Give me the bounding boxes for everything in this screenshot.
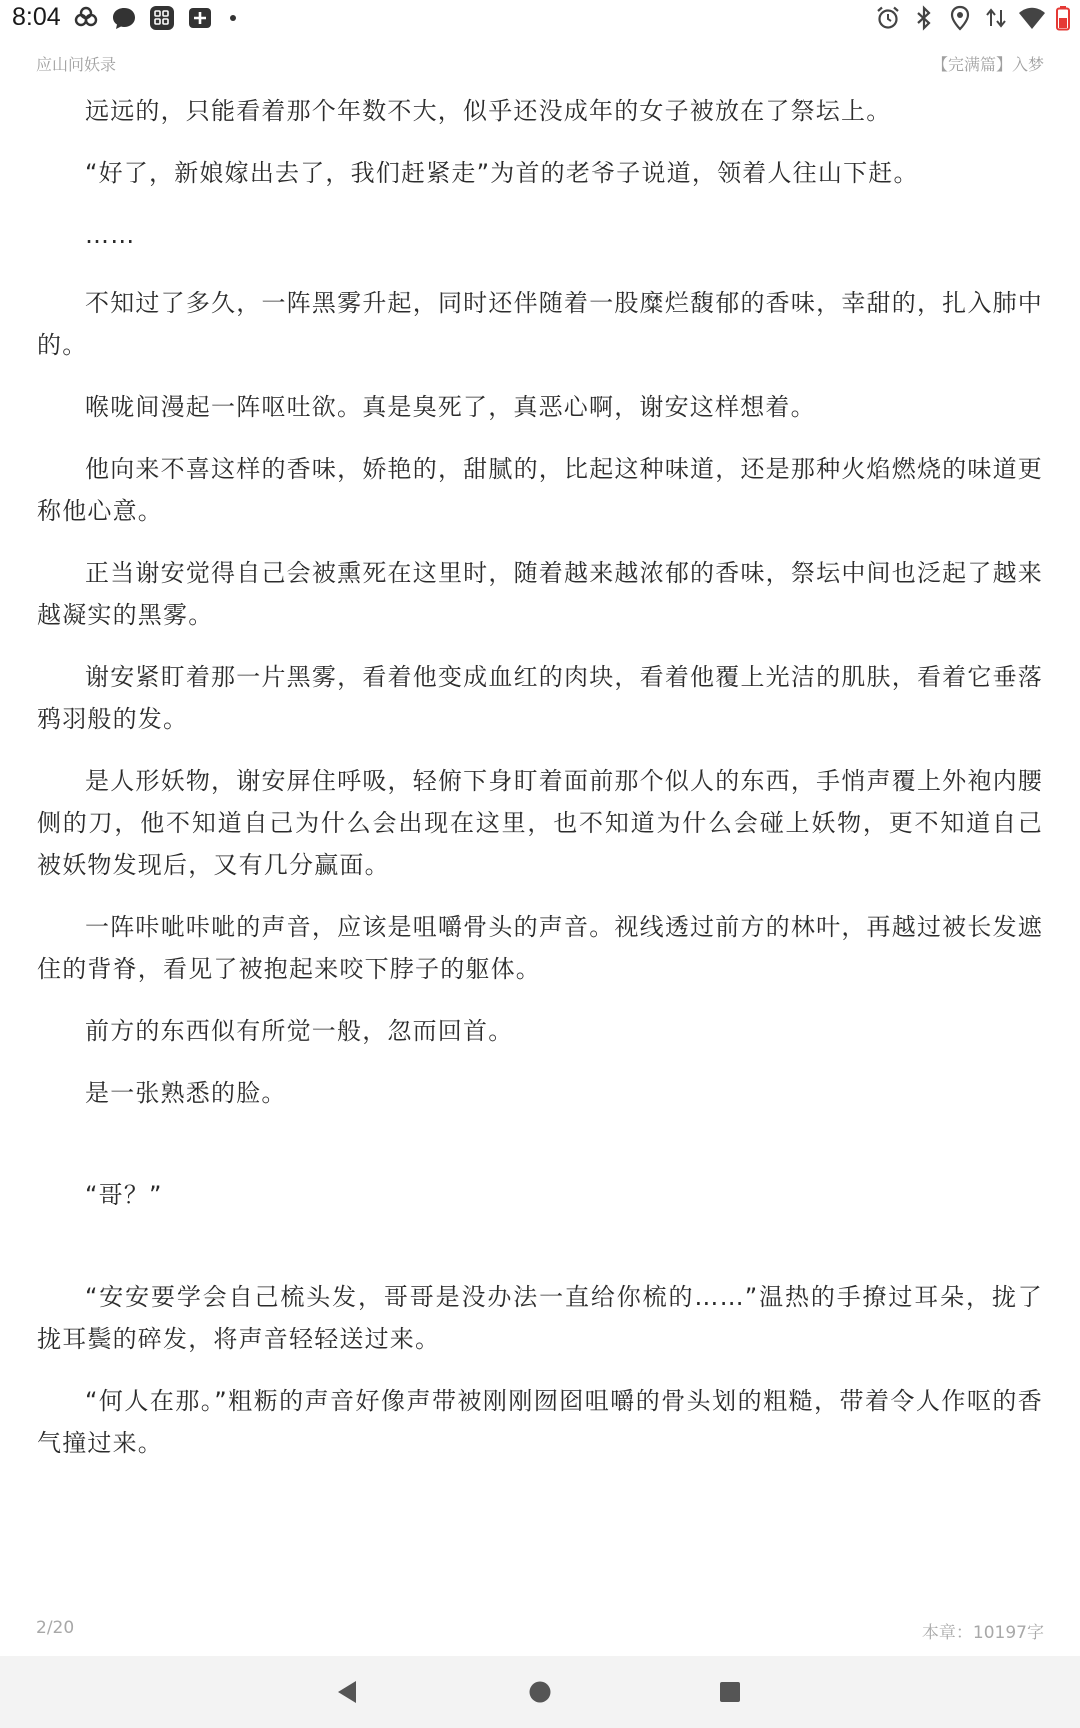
app-grid-icon: [148, 4, 176, 32]
system-icons: [874, 4, 1072, 32]
paragraph: “何人在那。”粗粝的声音好像声带被刚刚囫囵咀嚼的骨头划的粗糙，带着令人作呕的香气撞过来。: [37, 1387, 1043, 1457]
paragraph: “安安要学会自己梳头发，哥哥是没办法一直给你梳的……”温热的手撩过耳朵，拢了拢耳鬓的碎发，将声音轻轻送过来。: [37, 1283, 1043, 1353]
paragraph: 是一张熟悉的脸。: [85, 1079, 287, 1107]
chapter-word-count: 本章：10197字: [921, 1623, 1044, 1643]
paragraph: 远远的，只能看着那个年数不大，似乎还没成年的女子被放在了祭坛上。: [85, 97, 892, 125]
chapter-title: 【完满篇】入梦: [931, 55, 1044, 74]
paragraph: “好了，新娘嫁出去了，我们赶紧走”为首的老爷子说道，领着人往山下赶。: [85, 159, 919, 187]
paragraph-spacer: [37, 1236, 1043, 1276]
alarm-icon: [874, 4, 902, 32]
back-triangle-icon[interactable]: [330, 1674, 366, 1710]
cloud-app-icon: [72, 4, 100, 32]
notification-icons: [72, 4, 236, 32]
dot-icon: [230, 15, 236, 21]
wifi-icon: [1018, 4, 1046, 32]
recents-square-icon[interactable]: [712, 1674, 748, 1710]
reader-header: [36, 52, 1044, 78]
data-arrows-icon: [982, 4, 1010, 32]
paragraph: 不知过了多久，一阵黑雾升起，同时还伴随着一股糜烂馥郁的香味，幸甜的，扎入肺中的。: [37, 289, 1043, 359]
paragraph: 喉咙间漫起一阵呕吐欲。真是臭死了，真恶心啊，谢安这样想着。: [85, 393, 816, 421]
reading-content[interactable]: [37, 90, 1043, 1484]
page-indicator: 2/20: [36, 1618, 75, 1638]
reader-footer: [36, 1618, 1044, 1642]
book-title: 应山问妖录: [36, 55, 117, 74]
paragraph: ……: [85, 221, 136, 249]
status-bar: [0, 0, 1080, 38]
home-circle-icon[interactable]: [522, 1674, 558, 1710]
paragraph: “哥？”: [85, 1181, 163, 1209]
location-icon: [946, 4, 974, 32]
paragraph: 前方的东西似有所觉一般，忽而回首。: [85, 1017, 514, 1045]
bluetooth-icon: [910, 4, 938, 32]
paragraph: 是人形妖物，谢安屏住呼吸，轻俯下身盯着面前那个似人的东西，手悄声覆上外袍内腰侧的刀，他不知道自己为什么会出现在这里，也不知道为什么会碰上妖物，更不知道自己被妖物发现后，又有几分赢面。: [37, 767, 1043, 879]
paragraph: 他向来不喜这样的香味，娇艳的，甜腻的，比起这种味道，还是那种火焰燃烧的味道更称他心意。: [37, 455, 1043, 525]
status-time: 8:04: [12, 3, 61, 31]
plus-box-icon: [186, 4, 214, 32]
paragraph-spacer: [37, 1134, 1043, 1174]
chat-bubble-icon: [110, 4, 138, 32]
paragraph: 正当谢安觉得自己会被熏死在这里时，随着越来越浓郁的香味，祭坛中间也泛起了越来越凝实的黑雾。: [37, 559, 1043, 629]
battery-icon: [1054, 4, 1072, 32]
navigation-bar: [0, 1656, 1080, 1728]
paragraph: 谢安紧盯着那一片黑雾，看着他变成血红的肉块，看着他覆上光洁的肌肤，看着它垂落鸦羽般的发。: [37, 663, 1043, 733]
paragraph: 一阵咔呲咔呲的声音，应该是咀嚼骨头的声音。视线透过前方的林叶，再越过被长发遮住的背脊，看见了被抱起来咬下脖子的躯体。: [37, 913, 1043, 983]
